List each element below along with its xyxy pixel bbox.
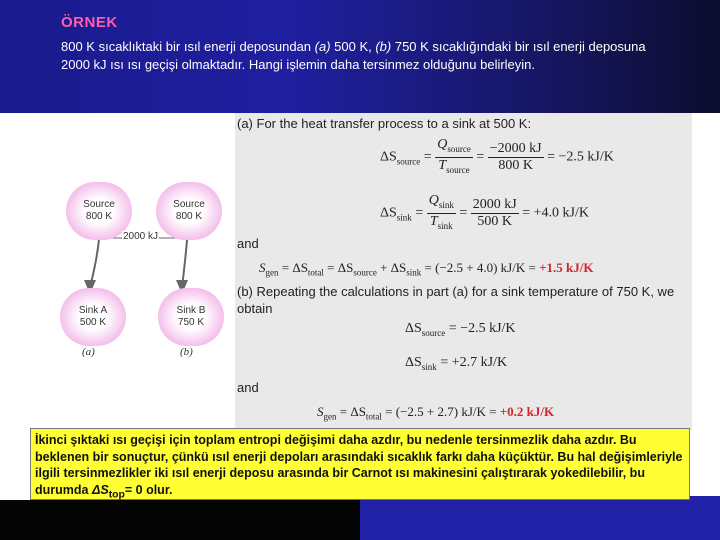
- eq4-lhs-sub: source: [421, 327, 446, 338]
- sink-a-cloud: [60, 288, 126, 346]
- eq1-fraction-symbolic: [435, 137, 473, 178]
- eq6-values: = (−2.5 + 2.7) kJ/K =: [381, 404, 500, 419]
- eq5-lhs: ΔS: [405, 355, 422, 370]
- problem-text-b: (a): [314, 39, 331, 54]
- equation-source-a: $\Delta S_{source}$ = $\frac{Q_{source}}{T_{source}}$ = $\frac{-2000 kJ}{800 K}$ = −2.5 kJ/K: [380, 137, 614, 178]
- eq2-den: T: [429, 213, 438, 229]
- problem-text-c: 500 K,: [330, 39, 376, 54]
- eq3-s: S: [259, 260, 266, 275]
- source-b-label: Source: [173, 199, 205, 210]
- eq2-den-sub: sink: [437, 220, 453, 231]
- eq1-lhs: ΔS: [380, 149, 397, 165]
- eq3-tail: + ΔS: [376, 260, 407, 275]
- and-label-a: and: [237, 236, 259, 251]
- eq3-body: = ΔS: [278, 260, 308, 275]
- eq1-fraction-numeric: [488, 141, 544, 174]
- eq2-num-sub: sink: [438, 199, 454, 210]
- eq2-den-value: 500 K: [477, 213, 513, 229]
- eq4-lhs: ΔS: [405, 321, 422, 336]
- conclusion-box: [30, 428, 690, 500]
- eq2-fraction-symbolic: [427, 193, 456, 234]
- eq4-result: = −2.5 kJ/K: [448, 321, 516, 336]
- equation-source-b: [405, 321, 516, 338]
- source-b-cloud: [156, 182, 222, 240]
- conclusion-symbol: ΔS: [91, 482, 109, 497]
- equation-total-a: $S_{gen} = \Delta S_{total} = \Delta S_{source} + \Delta S_{sink} = (-2.5 + 4.0) kJ/K = +1.5$ kJ/K: [259, 260, 594, 278]
- case-a-label: (a): [82, 346, 95, 358]
- eq3-result: +1.5 kJ/K: [539, 260, 594, 275]
- header-band: [0, 0, 720, 113]
- source-a-temp: 800 K: [85, 211, 113, 222]
- sink-b-label: Sink B: [176, 305, 206, 316]
- case-b-label: (b): [180, 346, 193, 358]
- heat-amount-label: 2000 kJ: [123, 231, 159, 242]
- eq2-num: Q: [428, 193, 439, 208]
- footer-bar-blue: [360, 500, 720, 540]
- equation-total-b: $S_{gen} = \Delta S_{total} = (-2.5 + 2.7) kJ/K = +0.2$ kJ/K: [317, 404, 555, 422]
- sink-a-label: Sink A: [78, 305, 108, 316]
- equation-sink-b: [405, 355, 507, 372]
- eq1-den-sub: source: [446, 164, 470, 175]
- source-b-temp: 800 K: [175, 211, 203, 222]
- solution-panel: [235, 113, 692, 430]
- eq6-s: S: [317, 404, 324, 419]
- conclusion-text: [35, 433, 683, 500]
- eq1-den-value: 800 K: [498, 157, 533, 173]
- eq2-lhs: ΔS: [380, 205, 397, 221]
- eq5-result: = +2.7 kJ/K: [440, 355, 508, 370]
- sink-b-temp: 750 K: [177, 317, 205, 328]
- eq1-num-value: −2000 kJ: [489, 140, 542, 156]
- eq3-values: = (−2.5 + 4.0) kJ/K =: [421, 260, 540, 275]
- eq1-result: = −2.5 kJ/K: [547, 149, 614, 165]
- conclusion-text-a: İkinci şıktaki ısı geçişi için toplam entropi değişimi daha azdır, bu nedenle tersinmezlik daha azdır. Bu beklenen bir sonuçtur, çünkü ısıl enerji depoları arasındaki sıcaklık farkı daha küçüktür. Bu hal değişimleriyle ilgili tersinmezlikler iki ısıl enerji deposu arasında bir Carnot ısı makinesini çalıştırarak yokedilebilir, bu durumda: [35, 433, 683, 497]
- part-a-intro: (a) For the heat transfer process to a sink at 500 K:: [237, 116, 532, 131]
- eq5-lhs-sub: sink: [421, 361, 437, 372]
- part-b-intro: (b) Repeating the calculations in part (a) for a sink temperature of 750 K, we obtain: [237, 284, 675, 316]
- eq1-num-sub: source: [447, 143, 471, 154]
- eq6-result: +0.2 kJ/K: [499, 404, 555, 419]
- example-title: ÖRNEK: [61, 14, 118, 31]
- equation-sink-a: $\Delta S_{sink}$ = $\frac{Q_{sink}}{T_{sink}}$ = $\frac{2000 kJ}{500 K}$ = +4.0 kJ/K: [380, 193, 589, 234]
- eq6-body: = ΔS: [336, 404, 366, 419]
- eq2-num-value: 2000 kJ: [472, 196, 517, 212]
- source-a-label: Source: [83, 199, 115, 210]
- conclusion-text-b: = 0 olur.: [124, 482, 173, 497]
- heat-transfer-figure: [60, 170, 230, 370]
- conclusion-symbol-sub: top: [108, 489, 125, 500]
- footer-bar-accent: [690, 496, 720, 540]
- problem-statement: [61, 38, 661, 74]
- problem-text-e: 750 K sıcaklığındaki bir ısıl enerji deposuna 2000 kJ ısı ısı geçişi olmaktadır. Hangi işlemin daha tersinmez olduğunu belirleyin.: [61, 39, 646, 72]
- problem-text-a: 800 K sıcaklıktaki bir ısıl enerji deposundan: [61, 39, 315, 54]
- sink-a-temp: 500 K: [79, 317, 107, 328]
- eq1-den: T: [438, 157, 447, 173]
- eq1-lhs-sub: source: [396, 156, 421, 167]
- problem-text-d: (b): [375, 39, 392, 54]
- eq1-num: Q: [437, 137, 448, 152]
- eq2-result: = +4.0 kJ/K: [522, 205, 589, 221]
- and-label-b: and: [237, 380, 259, 395]
- footer-bar-dark: [0, 500, 360, 540]
- eq3-rest: = ΔS: [323, 260, 354, 275]
- eq2-fraction-numeric: [471, 197, 519, 230]
- sink-b-cloud: [158, 288, 224, 346]
- eq2-lhs-sub: sink: [396, 212, 412, 223]
